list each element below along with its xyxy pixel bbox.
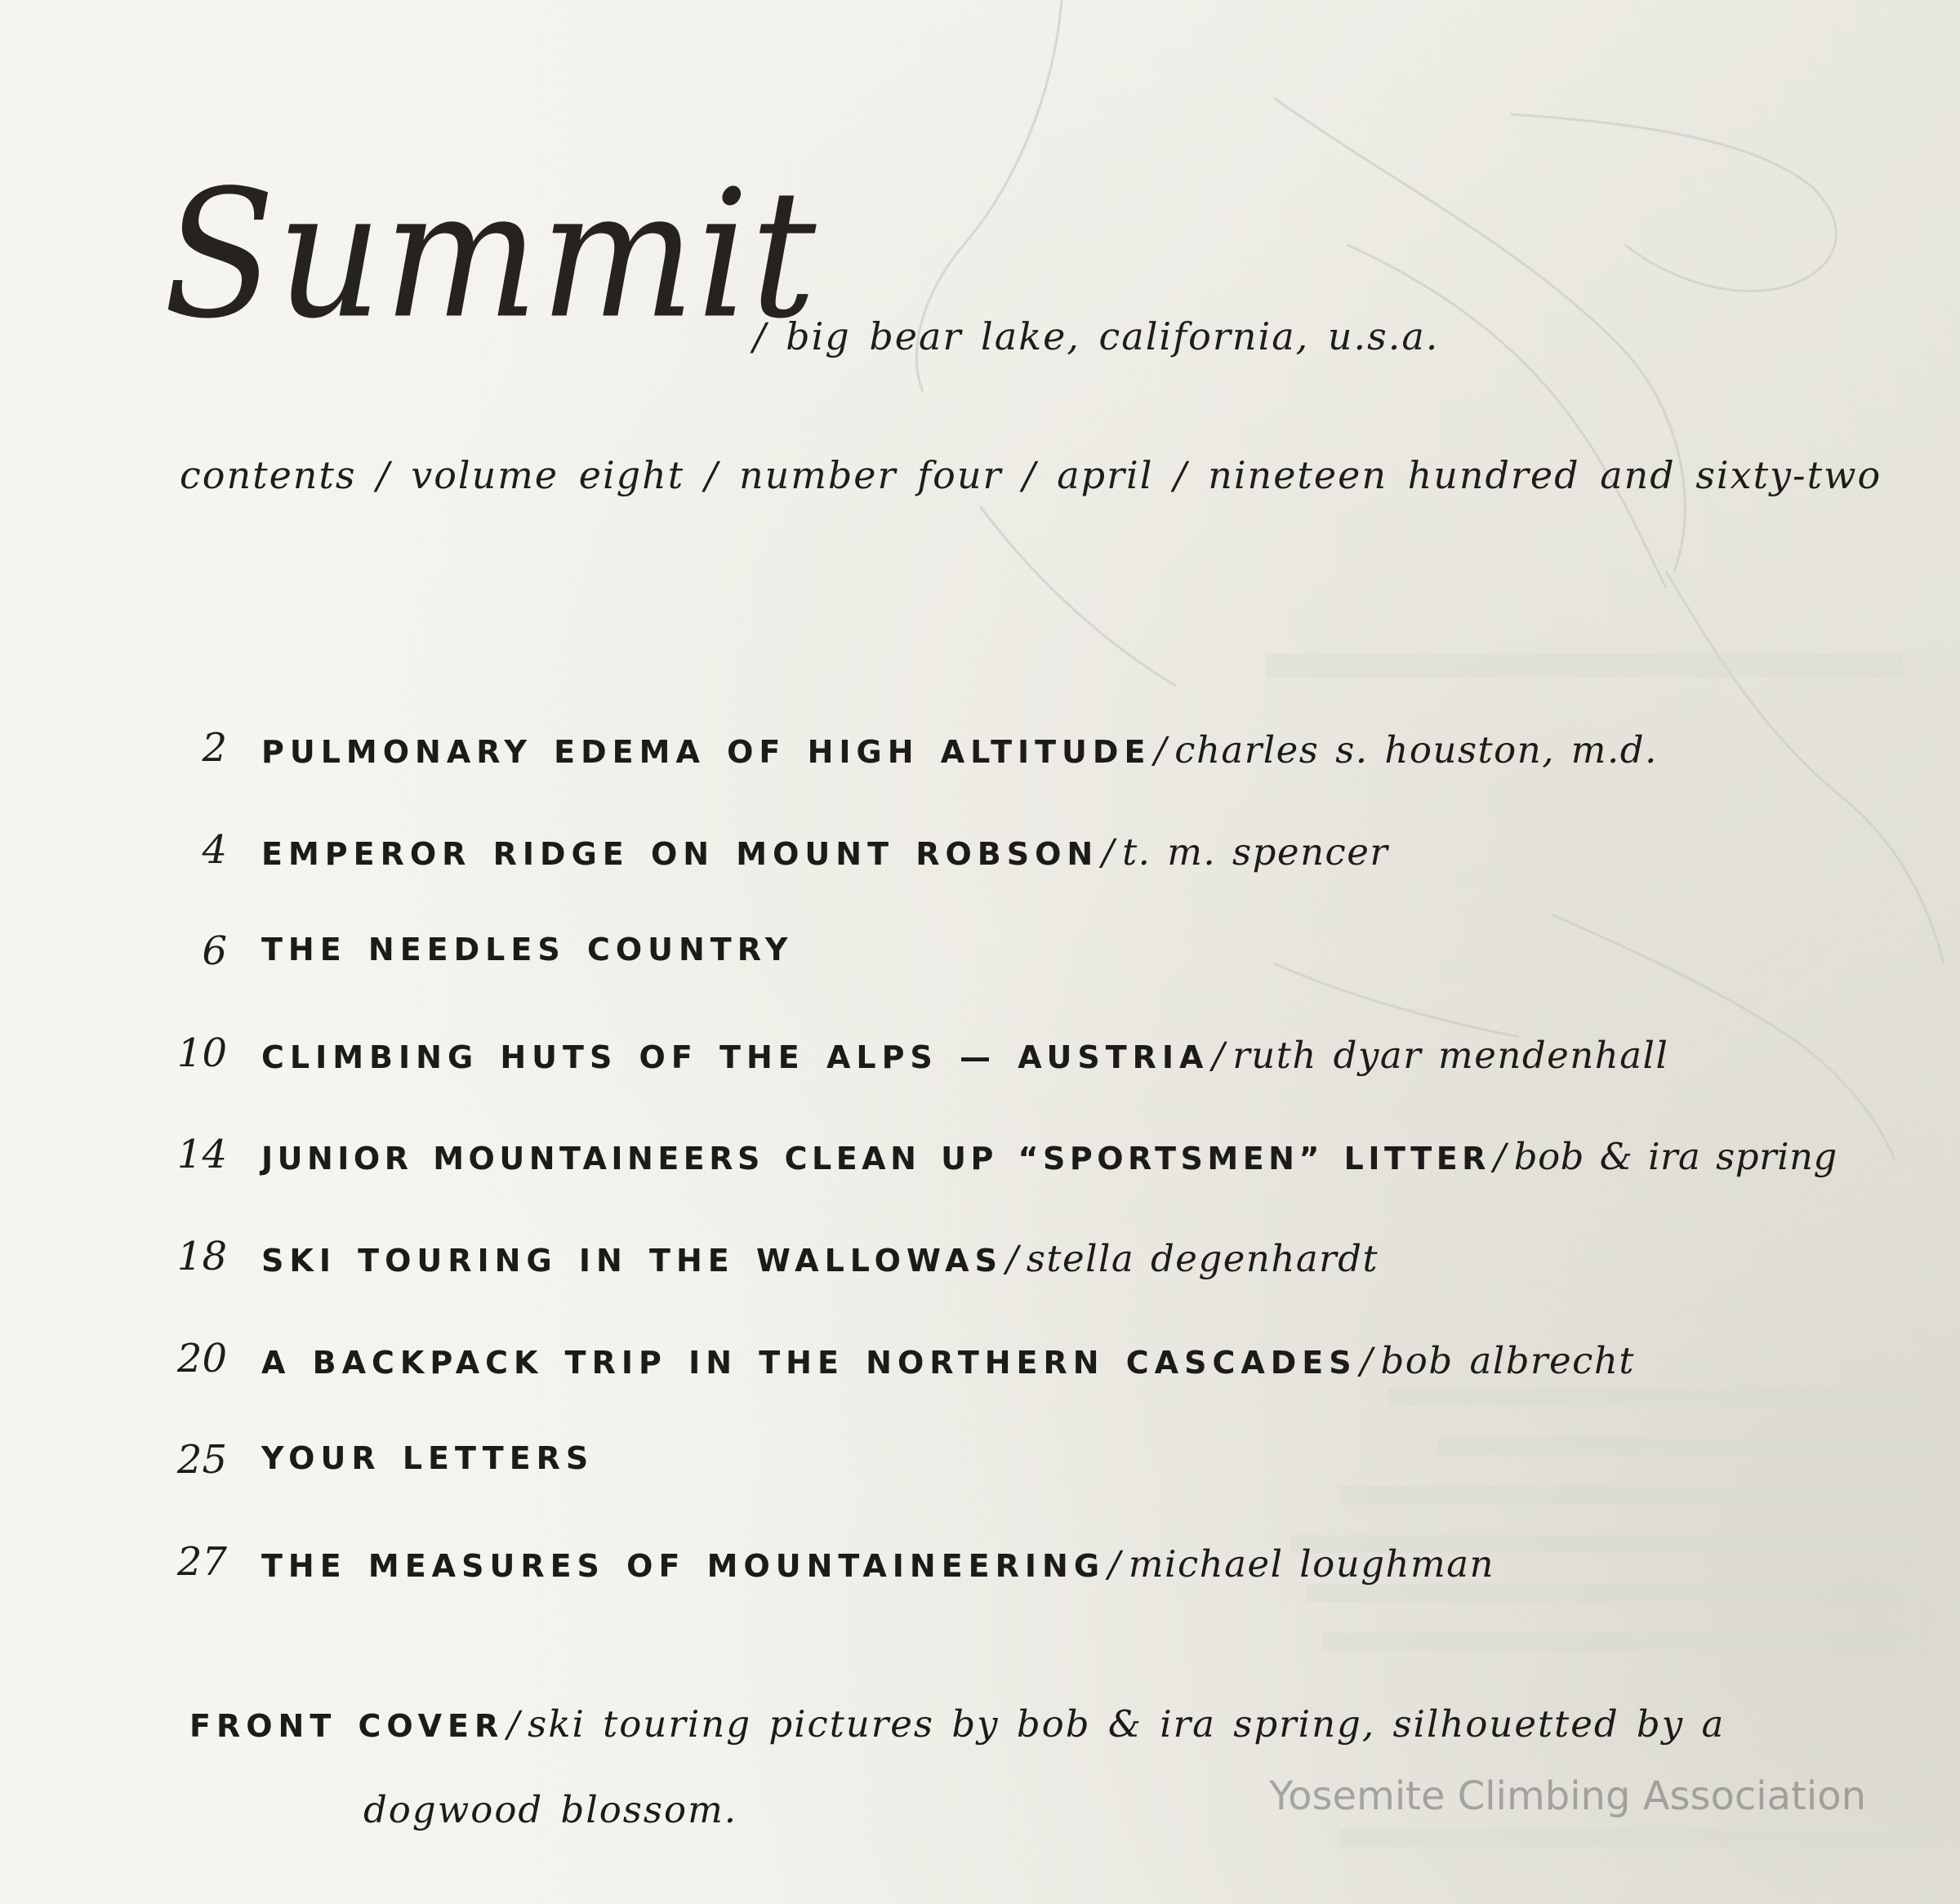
- table-of-contents: [163, 718, 1952, 1634]
- toc-title: PULMONARY EDEMA OF HIGH ALTITUDE: [261, 734, 1152, 770]
- toc-entry-text: [261, 1339, 1635, 1382]
- front-cover-description: ski touring pictures by bob & ira spring, silhouetted by a: [528, 1702, 1726, 1746]
- front-cover-credit: [189, 1702, 1823, 1746]
- toc-title: SKI TOURING IN THE WALLOWAS: [261, 1242, 1003, 1279]
- toc-author: t. m. spencer: [1122, 830, 1389, 874]
- front-cover-description-continued: dogwood blossom.: [363, 1788, 738, 1831]
- toc-title: YOUR LETTERS: [261, 1440, 595, 1477]
- toc-title: A BACKPACK TRIP IN THE NORTHERN CASCADES: [261, 1344, 1357, 1381]
- summit-logo: Summit: [163, 152, 818, 358]
- toc-entry-text: [261, 1135, 1838, 1178]
- source-watermark: Yosemite Climbing Association: [1269, 1773, 1866, 1819]
- toc-entry: [163, 1533, 1952, 1635]
- toc-page-number: 4: [202, 826, 227, 873]
- toc-title: JUNIOR MOUNTAINEERS CLEAN UP “SPORTSMEN” LITTER: [261, 1141, 1490, 1177]
- toc-separator: /: [1005, 1238, 1018, 1280]
- toc-separator: /: [1493, 1137, 1506, 1179]
- toc-author: stella degenhardt: [1026, 1236, 1379, 1280]
- toc-page-number: 6: [202, 928, 227, 975]
- toc-title: THE MEASURES OF MOUNTAINEERING: [261, 1547, 1106, 1584]
- toc-entry: [163, 1227, 1952, 1329]
- toc-author: bob albrecht: [1380, 1338, 1635, 1382]
- toc-author: bob & ira spring: [1513, 1135, 1838, 1179]
- toc-entry: [163, 1430, 1952, 1533]
- cover-separator: /: [507, 1704, 520, 1746]
- toc-separator: /: [1360, 1340, 1373, 1382]
- toc-entry-text: [261, 728, 1658, 772]
- toc-separator: /: [1108, 1543, 1120, 1586]
- toc-separator: /: [1212, 1034, 1225, 1077]
- publication-location: / big bear lake, california, u.s.a.: [753, 314, 1440, 358]
- toc-page-number: 10: [176, 1030, 227, 1076]
- toc-page-number: 14: [176, 1132, 227, 1178]
- toc-entry-text: [261, 1034, 1668, 1077]
- toc-entry: [163, 1024, 1952, 1126]
- toc-page-number: 20: [176, 1335, 227, 1381]
- toc-entry: [163, 821, 1952, 923]
- toc-entry: [163, 1125, 1952, 1227]
- toc-title: EMPEROR RIDGE ON MOUNT ROBSON: [261, 835, 1099, 872]
- toc-entry-text: [261, 1237, 1379, 1280]
- toc-entry-text: [261, 830, 1388, 874]
- masthead: [163, 152, 1552, 396]
- toc-entry: [163, 922, 1952, 1024]
- toc-entry: [163, 718, 1952, 821]
- front-cover-label: FRONT COVER: [189, 1708, 505, 1744]
- toc-separator: /: [1154, 730, 1167, 772]
- toc-page-number: 25: [176, 1437, 227, 1484]
- toc-page-number: 2: [202, 725, 227, 771]
- toc-separator: /: [1102, 831, 1115, 874]
- toc-title: CLIMBING HUTS OF THE ALPS — AUSTRIA: [261, 1039, 1209, 1075]
- toc-entry-text: [261, 932, 793, 968]
- toc-title: THE NEEDLES COUNTRY: [261, 932, 794, 968]
- toc-entry: [163, 1329, 1952, 1431]
- toc-entry-text: [261, 1440, 594, 1476]
- toc-author: michael loughman: [1128, 1541, 1495, 1586]
- toc-entry-text: [261, 1542, 1494, 1586]
- toc-author: ruth dyar mendenhall: [1232, 1033, 1669, 1077]
- issue-info: contents / volume eight / number four / april / nineteen hundred and sixty-two: [180, 453, 1882, 497]
- toc-author: charles s. houston, m.d.: [1174, 728, 1658, 772]
- toc-page-number: 18: [176, 1233, 227, 1279]
- toc-page-number: 27: [176, 1538, 227, 1585]
